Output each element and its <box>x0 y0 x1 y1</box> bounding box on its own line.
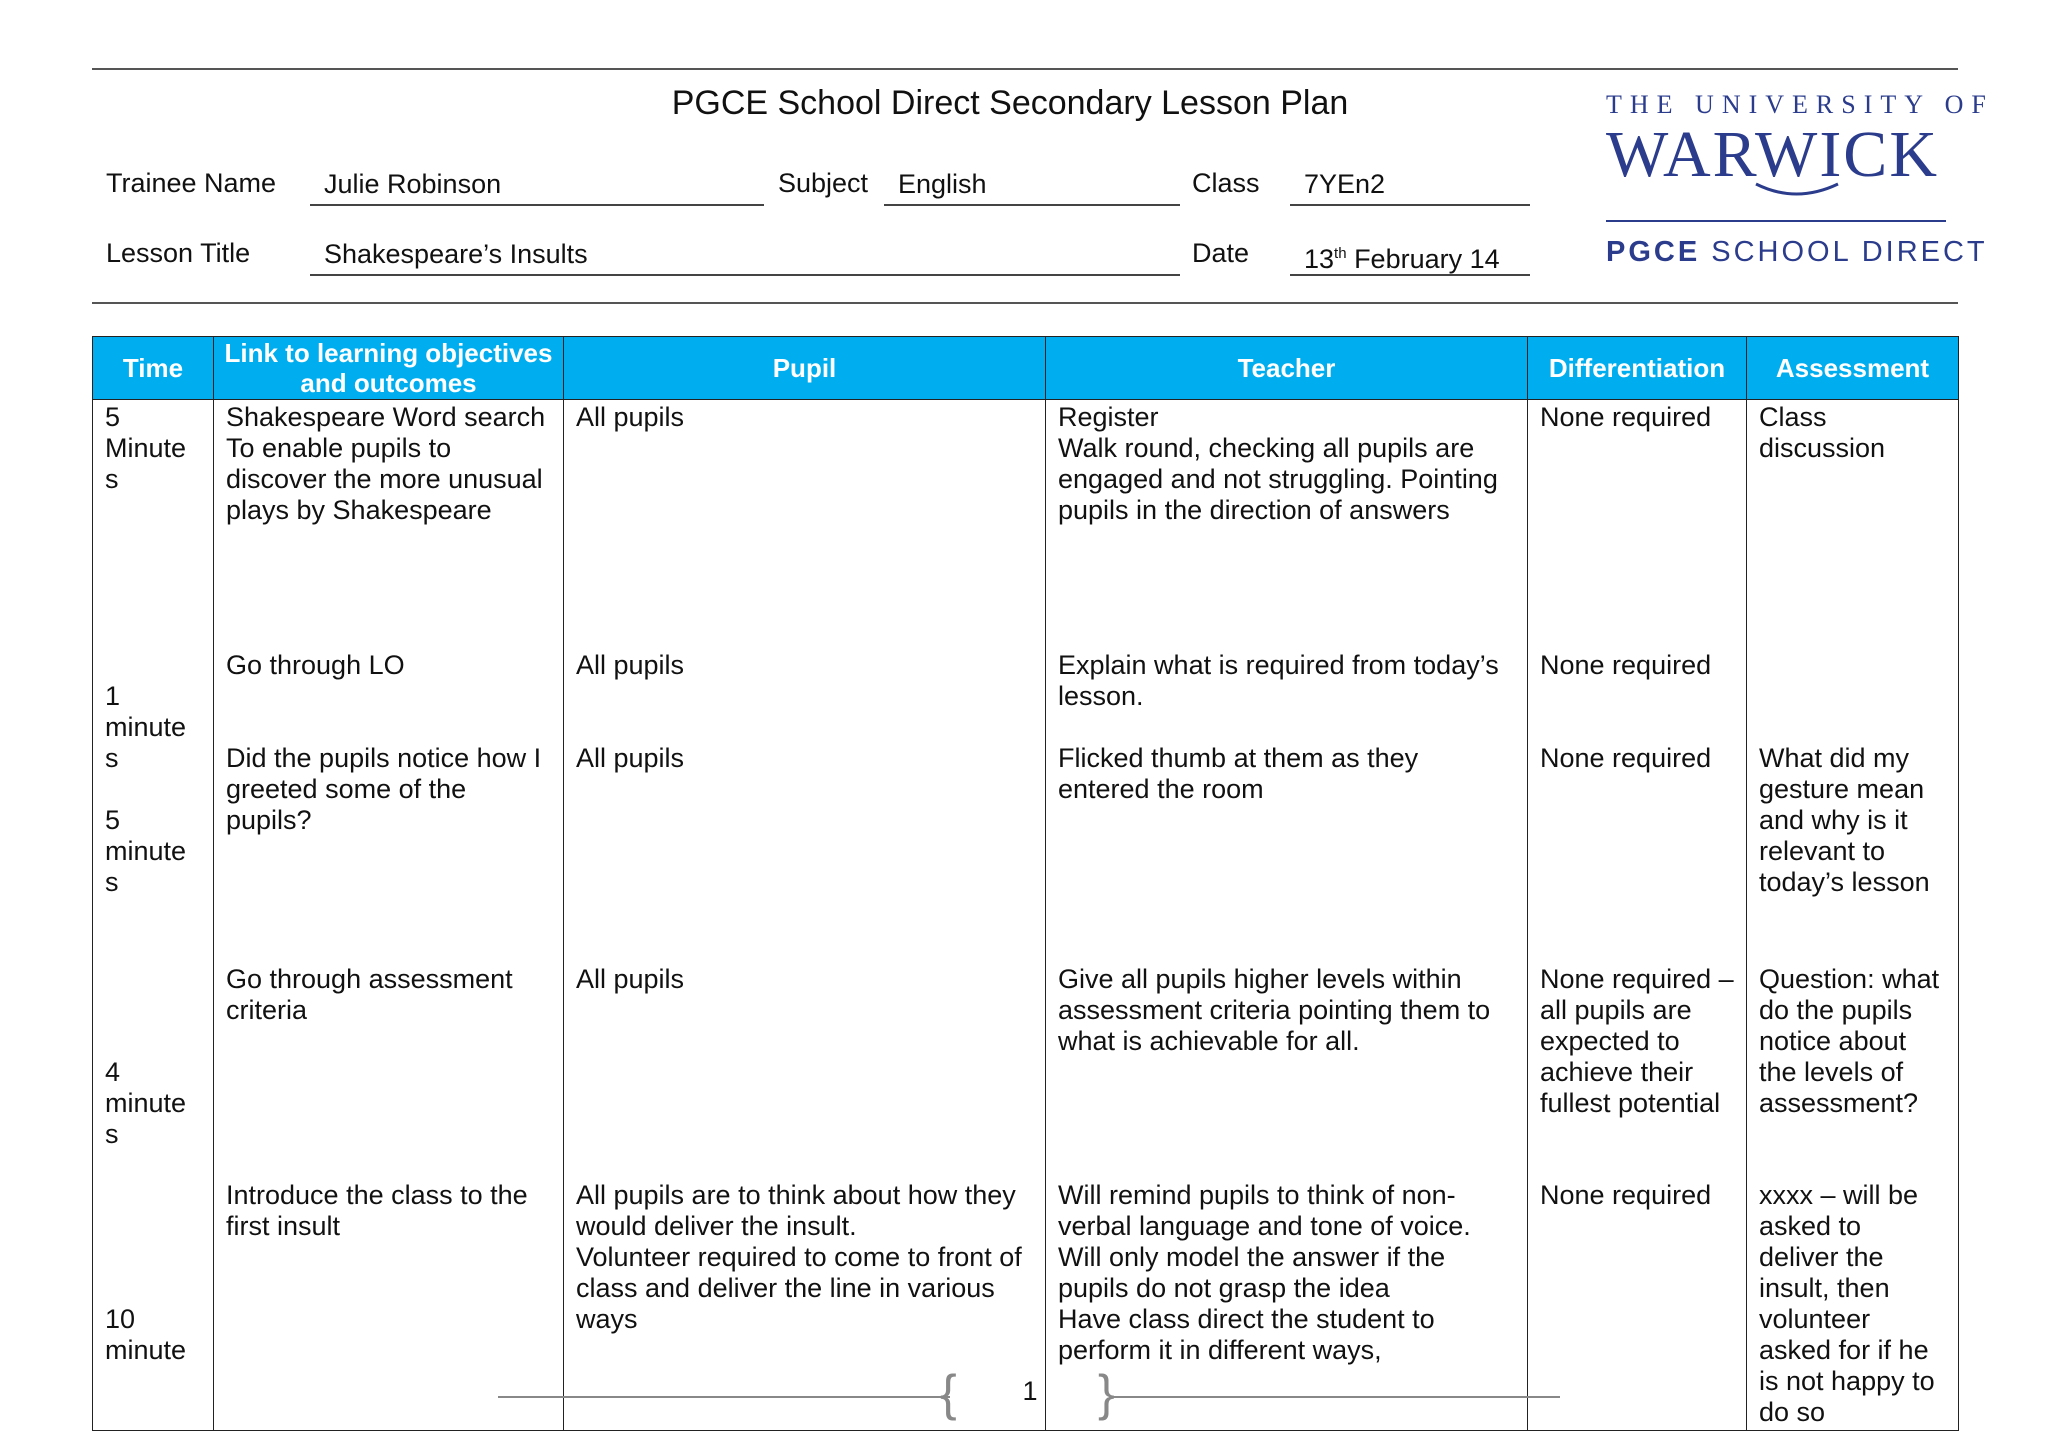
cell-teacher: Register Walk round, checking all pupils are engaged and not struggling. Pointing pupils in the direction of answers <box>1046 400 1528 648</box>
cell-link: Introduce the class to the first insult <box>214 1178 564 1431</box>
date-day: 13 <box>1304 244 1335 274</box>
cell-link: Did the pupils notice how I greeted some of the pupils? <box>214 741 564 962</box>
cell-pupil: All pupils <box>564 962 1046 1178</box>
date-suffix: th <box>1334 245 1347 262</box>
cell-pupil: All pupils <box>564 648 1046 741</box>
table-row <box>93 648 1959 741</box>
table-header-row <box>93 337 1959 400</box>
date-label: Date <box>1192 238 1250 268</box>
cell-assessment <box>1747 648 1959 741</box>
subject-label: Subject <box>778 168 869 198</box>
trainee-name-label: Trainee Name <box>106 168 277 198</box>
logo-pgce-school-direct <box>1606 236 1988 269</box>
cell-teacher: Give all pupils higher levels within assessment criteria pointing them to what is achievable for all. <box>1046 962 1528 1178</box>
cell-teacher: Will remind pupils to think of non-verbal language and tone of voice. Will only model the answer if the pupils do not grasp the idea Have class direct the student to perform it in different ways, <box>1046 1178 1528 1431</box>
logo-school-direct: SCHOOL DIRECT <box>1700 236 1988 268</box>
lesson-plan-table <box>92 336 1959 1431</box>
column-header-link: Link to learning objectives and outcomes <box>214 337 564 400</box>
class-label: Class <box>1192 168 1260 198</box>
subject-field[interactable]: English <box>884 166 1180 206</box>
cell-pupil: All pupils <box>564 741 1046 962</box>
column-header-teacher: Teacher <box>1046 337 1528 400</box>
footer-rule-right <box>1110 1396 1560 1398</box>
cell-link: Go through LO <box>214 648 564 741</box>
column-header-assessment: Assessment <box>1747 337 1959 400</box>
cell-differentiation: None required <box>1528 648 1747 741</box>
cell-time: 10 minute <box>93 1178 214 1431</box>
cell-time: 5 Minute s <box>93 400 214 648</box>
cell-differentiation: None required <box>1528 400 1747 648</box>
class-field[interactable]: 7YEn2 <box>1290 166 1530 206</box>
cell-time: 4 minute s <box>93 962 214 1178</box>
cell-assessment: What did my gesture mean and why is it relevant to today’s lesson <box>1747 741 1959 962</box>
logo-the-university-of: THE UNIVERSITY OF <box>1606 90 1994 119</box>
cell-link: Go through assessment criteria <box>214 962 564 1178</box>
cell-teacher: Flicked thumb at them as they entered the room <box>1046 741 1528 962</box>
cell-link: Shakespeare Word search To enable pupils to discover the more unusual plays by Shakespeare <box>214 400 564 648</box>
date-month-year: February 14 <box>1346 244 1500 274</box>
top-rule <box>92 68 1958 70</box>
footer-right-brace-icon: } <box>1098 1365 1115 1421</box>
footer-left-brace-icon: { <box>940 1365 957 1421</box>
table-row <box>93 962 1959 1178</box>
logo-rule <box>1606 220 1946 222</box>
lesson-title-label: Lesson Title <box>106 238 251 268</box>
cell-pupil: All pupils are to think about how they would deliver the insult. Volunteer required to come to front of class and deliver the line in various ways <box>564 1178 1046 1431</box>
date-field[interactable] <box>1290 236 1530 276</box>
column-header-time: Time <box>93 337 214 400</box>
cell-time: 1 minute s 5 minute s <box>93 679 214 900</box>
table-row <box>93 741 1959 962</box>
cell-assessment: Class discussion <box>1747 400 1959 648</box>
logo-pgce: PGCE <box>1606 236 1701 268</box>
lesson-title-field[interactable]: Shakespeare’s Insults <box>310 236 1180 276</box>
cell-pupil: All pupils <box>564 400 1046 648</box>
cell-differentiation: None required <box>1528 741 1747 962</box>
footer-rule-left <box>498 1396 950 1398</box>
header-bottom-rule <box>92 302 1958 304</box>
cell-assessment: Question: what do the pupils notice about the levels of assessment? <box>1747 962 1959 1178</box>
university-logo <box>1606 90 1994 269</box>
column-header-differentiation: Differentiation <box>1528 337 1747 400</box>
cell-assessment: xxxx – will be asked to deliver the insult, then volunteer asked for if he is not happy to do so <box>1747 1178 1959 1431</box>
table-row <box>93 400 1959 648</box>
cell-differentiation: None required – all pupils are expected to achieve their fullest potential <box>1528 962 1747 1178</box>
cell-teacher: Explain what is required from today’s lesson. <box>1046 648 1528 741</box>
cell-differentiation: None required <box>1528 1178 1747 1431</box>
column-header-pupil: Pupil <box>564 337 1046 400</box>
trainee-name-field[interactable]: Julie Robinson <box>310 166 764 206</box>
logo-warwick: WARWICK <box>1606 118 1939 191</box>
page-number: 1 <box>1022 1376 1038 1406</box>
document-title: PGCE School Direct Secondary Lesson Plan <box>671 84 1349 122</box>
